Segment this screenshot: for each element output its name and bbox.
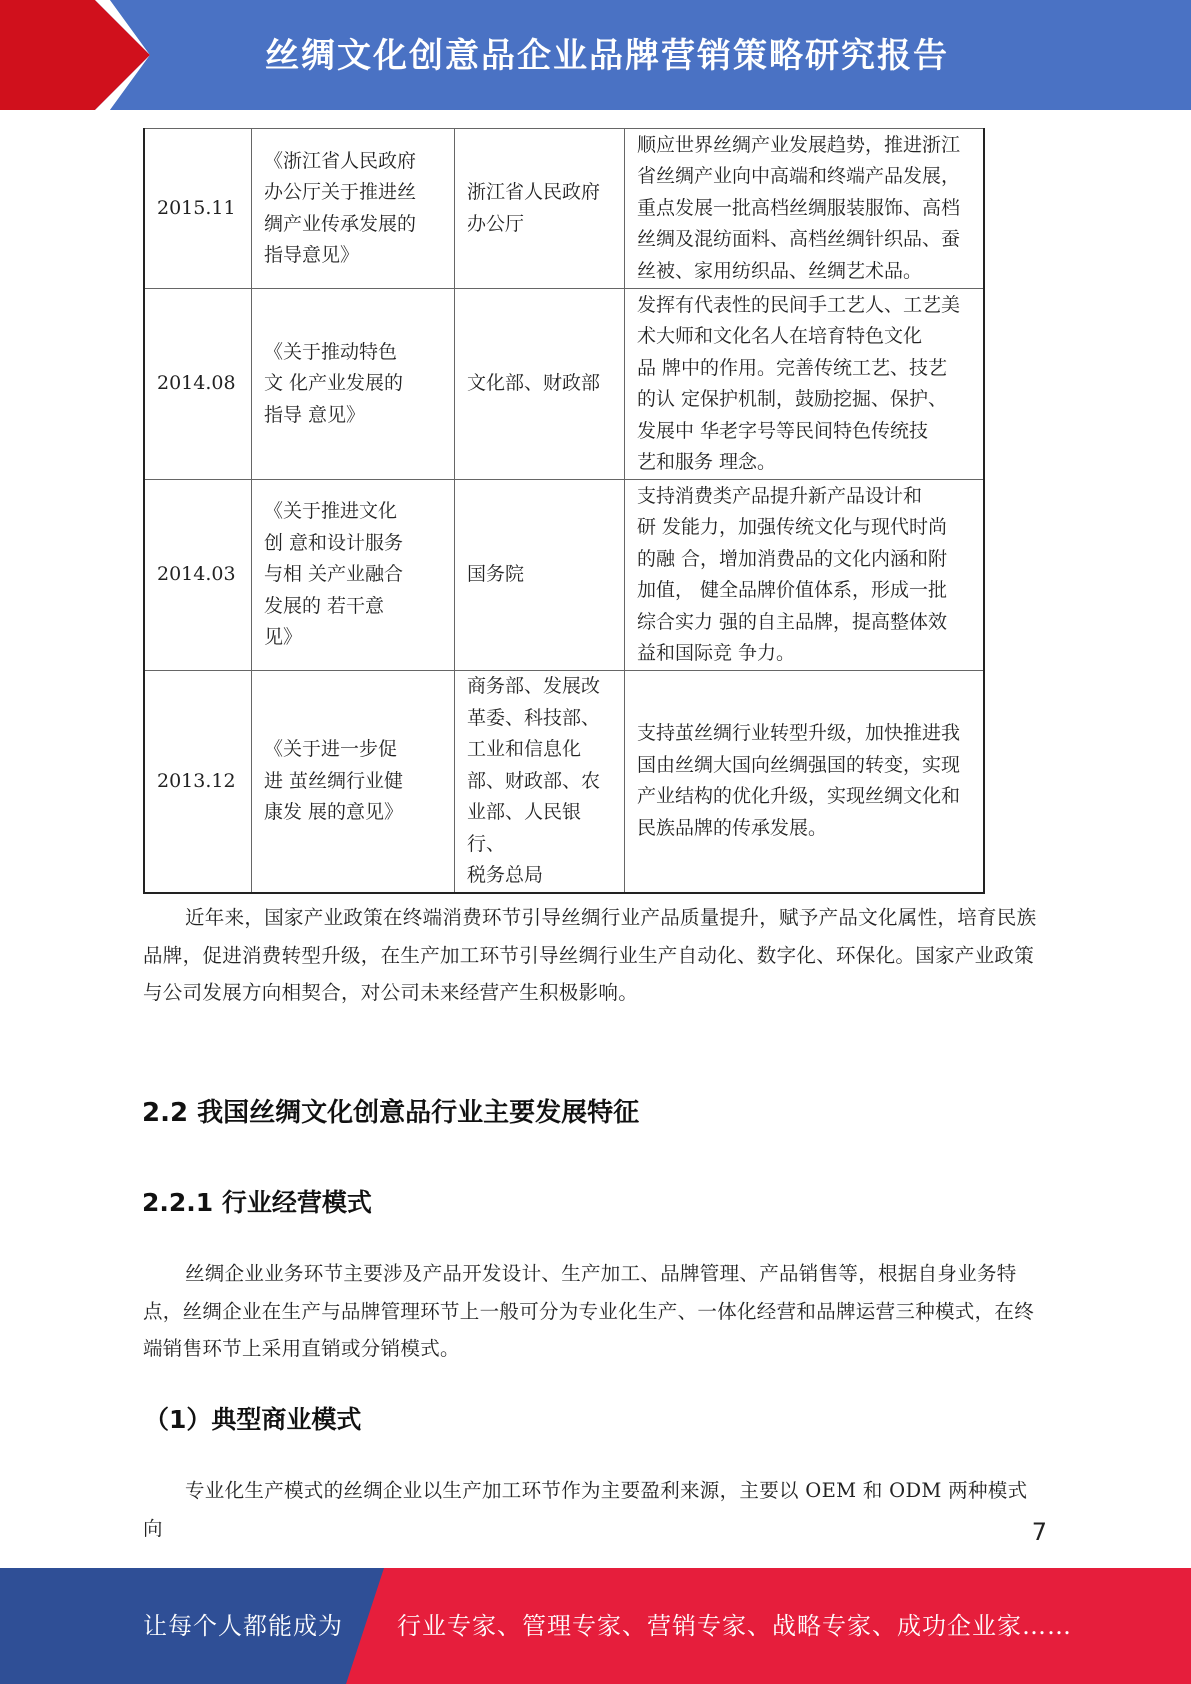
table-row	[144, 129, 984, 289]
issuer-cell: 国务院	[455, 480, 625, 671]
header-arrow-decoration	[0, 0, 150, 110]
policy-title-cell: 《关于推进文化 创 意和设计服务 与相 关产业融合 发展的 若干意 见》	[252, 480, 455, 671]
footer-slogan-left: 让每个人都能成为	[143, 1612, 343, 1640]
report-title: 丝绸文化创意品企业品牌营销策略研究报告	[265, 36, 949, 76]
subheading-typical-business-model: （1）典型商业模式	[144, 1405, 362, 1434]
policy-table	[143, 128, 985, 894]
table-row	[144, 671, 984, 893]
issuer-cell: 浙江省人民政府 办公厅	[455, 129, 625, 289]
page-header	[0, 0, 1191, 110]
table-row	[144, 289, 984, 480]
date-cell: 2014.03	[144, 480, 252, 671]
date-cell: 2015.11	[144, 129, 252, 289]
policy-title-cell: 《关于推动特色 文 化产业发展的 指导 意见》	[252, 289, 455, 480]
footer-slogan-right: 行业专家、管理专家、营销专家、战略专家、成功企业家……	[397, 1612, 1072, 1640]
paragraph-policy-impact: 近年来，国家产业政策在终端消费环节引导丝绸行业产品质量提升，赋予产品文化属性，培育民族品牌，促进消费转型升级，在生产加工环节引导丝绸行业生产自动化、数字化、环保化。国家产业政策与公司发展方向相契合，对公司未来经营产生积极影响。	[143, 906, 1037, 1004]
section-heading-2-2: 2.2 我国丝绸文化创意品行业主要发展特征	[142, 1098, 640, 1128]
page-number: 7	[1031, 1518, 1047, 1546]
date-cell: 2013.12	[144, 671, 252, 893]
issuer-cell: 文化部、财政部	[455, 289, 625, 480]
section-heading-2-2-1: 2.2.1 行业经营模式	[142, 1188, 372, 1217]
date-cell: 2014.08	[144, 289, 252, 480]
content-cell: 发挥有代表性的民间手工艺人、工艺美 术大师和文化名人在培育特色文化 品 牌中的作用。完善传统工艺、技艺 的认 定保护机制，鼓励挖掘、保护、 发展中 华老字号等民间特色传统技 艺和服务 理念。	[625, 289, 985, 480]
table-row	[144, 480, 984, 671]
paragraph-business-model: 丝绸企业业务环节主要涉及产品开发设计、生产加工、品牌管理、产品销售等，根据自身业务特点，丝绸企业在生产与品牌管理环节上一般可分为专业化生产、一体化经营和品牌运营三种模式，在终端销售环节上采用直销或分销模式。	[143, 1262, 1035, 1360]
policy-title-cell: 《关于进一步促 进 茧丝绸行业健 康发 展的意见》	[252, 671, 455, 893]
content-cell: 支持茧丝绸行业转型升级，加快推进我 国由丝绸大国向丝绸强国的转变，实现 产业结构的优化升级，实现丝绸文化和 民族品牌的传承发展。	[625, 671, 985, 893]
content-cell: 顺应世界丝绸产业发展趋势，推进浙江 省丝绸产业向中高端和终端产品发展， 重点发展一批高档丝绸服装服饰、高档 丝绸及混纺面料、高档丝绸针织品、蚕 丝被、家用纺织品、丝绸艺术品。	[625, 129, 985, 289]
paragraph-specialized-production: 专业化生产模式的丝绸企业以生产加工环节作为主要盈利来源，主要以 OEM 和 ODM 两种模式向	[143, 1479, 1028, 1540]
issuer-cell: 商务部、发展改 革委、科技部、 工业和信息化 部、财政部、农 业部、人民银行、 税务总局	[455, 671, 625, 893]
page-footer	[0, 1568, 1191, 1684]
content-cell: 支持消费类产品提升新产品设计和 研 发能力，加强传统文化与现代时尚 的融 合，增加消费品的文化内涵和附 加值， 健全品牌价值体系，形成一批 综合实力 强的自主品牌，提高整体效 益和国际竞 争力。	[625, 480, 985, 671]
policy-title-cell: 《浙江省人民政府 办公厅关于推进丝 绸产业传承发展的 指导意见》	[252, 129, 455, 289]
